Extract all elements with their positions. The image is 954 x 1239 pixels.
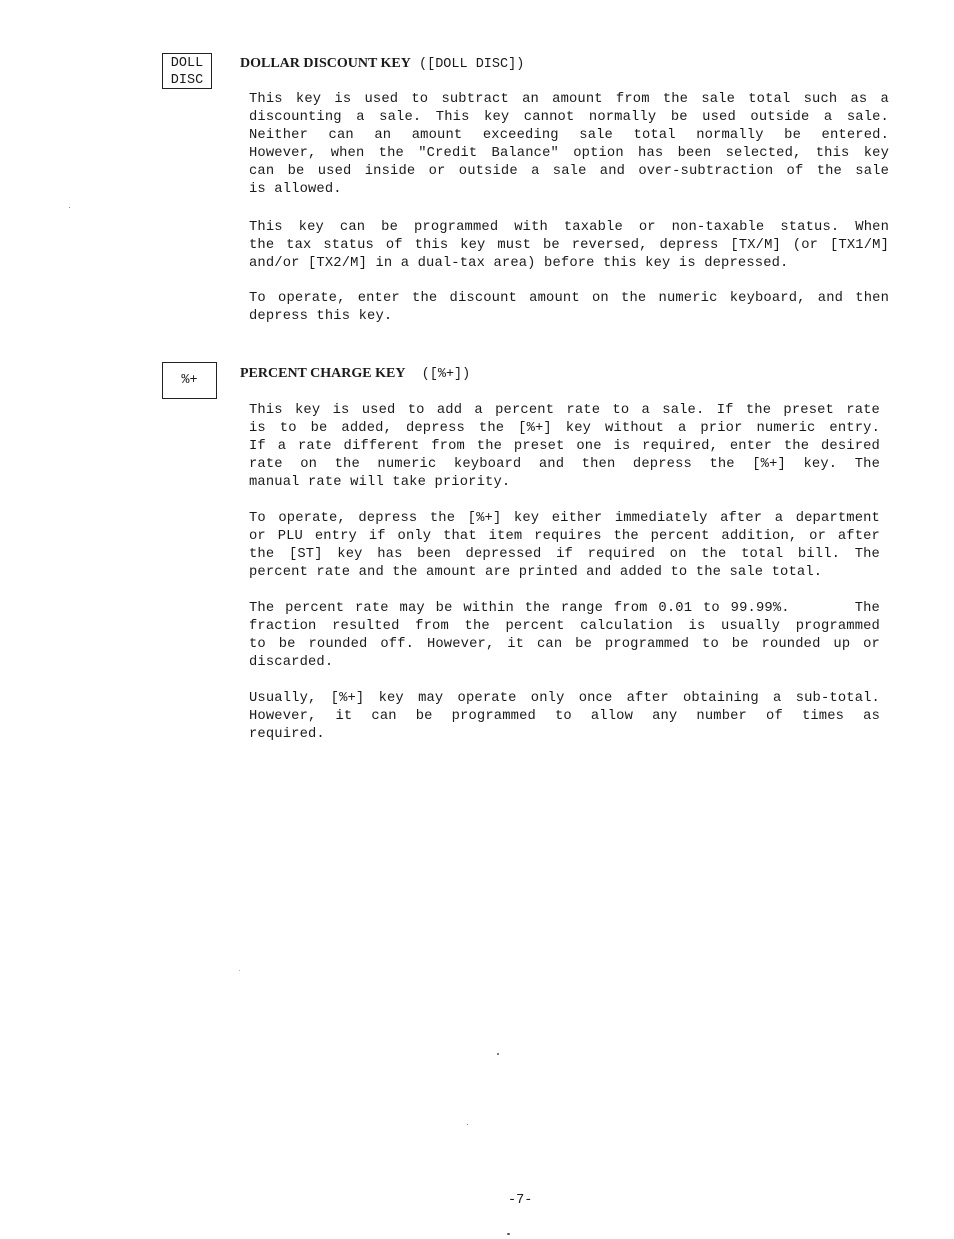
text-line: This key is used to subtract an amount from the sale total such as a [249, 92, 889, 107]
text-line: If a rate different from the preset one is required, enter the desired [249, 439, 880, 454]
text-line: can be used inside or outside a sale and over-subtraction of the sale [249, 164, 889, 179]
text-line: or PLU entry if only that item requires the percent addition, or after [249, 529, 880, 544]
scan-speck [497, 1053, 499, 1055]
doll-disc-key-icon [162, 53, 212, 89]
doll-disc-heading-title: DOLLAR DISCOUNT KEY [240, 56, 411, 71]
text-line: The percent rate may be within the range from 0.01 to 99.99%. The [249, 601, 880, 616]
text-line: This key can be programmed with taxable or non-taxable status. When [249, 220, 889, 235]
text-line: discounting a sale. This key cannot normally be used outside a sale. [249, 110, 889, 125]
scan-speck [467, 1124, 468, 1125]
doll-disc-heading-code: ([DOLL DISC]) [410, 57, 525, 72]
text-line: is to be added, depress the [%+] key without a prior numeric entry. [249, 421, 880, 436]
scan-speck [507, 1233, 510, 1235]
text-line: Neither can an amount exceeding sale total normally be entered. [249, 128, 889, 143]
text-line: fraction resulted from the percent calculation is usually programmed [249, 619, 880, 634]
percent-charge-heading-code: ([%+]) [405, 367, 471, 382]
percent-charge-paragraph-3 [249, 600, 880, 672]
scan-speck [239, 970, 240, 971]
doll-disc-heading [240, 55, 524, 73]
text-line: manual rate will take priority. [249, 475, 511, 490]
doll-disc-paragraph-3 [249, 290, 889, 326]
percent-charge-heading [240, 365, 470, 383]
percent-charge-heading-title: PERCENT CHARGE KEY [240, 366, 406, 381]
doll-disc-paragraph-2 [249, 219, 889, 273]
text-line: To operate, enter the discount amount on the numeric keyboard, and then [249, 291, 889, 306]
percent-charge-paragraph-4 [249, 690, 880, 744]
text-line: the [ST] key has been depressed if required on the total bill. The [249, 547, 880, 562]
text-line: discarded. [249, 655, 334, 670]
key-label-line-1: DOLL [170, 56, 204, 71]
key-label-line-2: DISC [170, 73, 204, 88]
text-line: depress this key. [249, 309, 393, 324]
text-line: required. [249, 727, 325, 742]
percent-charge-paragraph-1 [249, 402, 880, 492]
text-line: However, it can be programmed to allow any number of times as [249, 709, 880, 724]
text-line: is allowed. [249, 182, 342, 197]
text-line: rate on the numeric keyboard and then depress the [%+] key. The [249, 457, 880, 472]
text-line: Usually, [%+] key may operate only once after obtaining a sub-total. [249, 691, 880, 706]
text-line: to be rounded off. However, it can be programmed to be rounded up or [249, 637, 880, 652]
key-label: %+ [181, 373, 198, 388]
percent-charge-key-icon [162, 362, 217, 399]
text-line: percent rate and the amount are printed and added to the sale total. [249, 565, 823, 580]
page-number: -7- [508, 1193, 533, 1208]
text-line: To operate, depress the [%+] key either immediately after a department [249, 511, 880, 526]
doll-disc-paragraph-1 [249, 91, 889, 199]
scan-speck [69, 207, 70, 208]
text-line: However, when the "Credit Balance" option has been selected, this key [249, 146, 889, 161]
percent-charge-paragraph-2 [249, 510, 880, 582]
text-line: This key is used to add a percent rate to a sale. If the preset rate [249, 403, 880, 418]
text-line: the tax status of this key must be reversed, depress [TX/M] (or [TX1/M] [249, 238, 889, 253]
text-line: and/or [TX2/M] in a dual-tax area) before this key is depressed. [249, 256, 789, 271]
